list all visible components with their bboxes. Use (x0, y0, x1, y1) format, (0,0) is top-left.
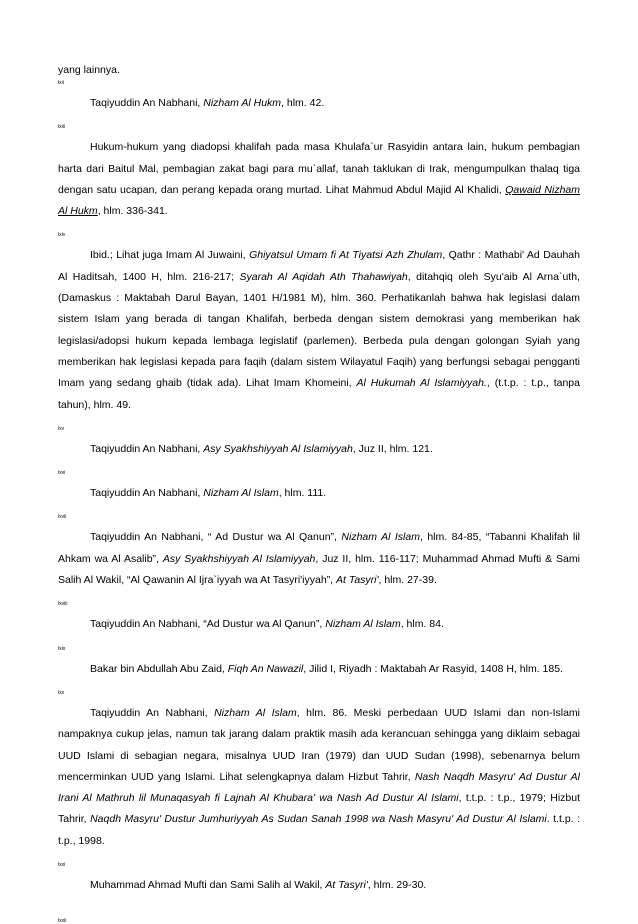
cited-title: Fiqh An Nawazil (227, 662, 304, 675)
footnote-run: , hlm. 27-39. (378, 574, 437, 587)
footnote-text (58, 93, 580, 114)
footnote-text (58, 875, 580, 896)
footnote-text (58, 527, 580, 591)
footnote (58, 426, 580, 470)
cited-title: Asy Syakhshiyyah Al Islamiyyah (162, 552, 316, 565)
footnote-marker: lxiii (58, 124, 65, 131)
footnote-run: , hlm. 336-341. (97, 205, 168, 218)
footnote-marker: lxix (58, 645, 66, 652)
cited-title: Nash Naqdh Masyru' Ad Dustur Al Irani Al Mathruh lil Munaqasyah fi Lajnah Al Khubara' wa Nash Ad Dustur Al Islami (58, 770, 580, 805)
footnote-run: , Juz II, hlm. 121. (352, 442, 433, 455)
footnote (58, 601, 580, 645)
footnote-run: Taqiyuddin An Nabhani, (90, 706, 215, 719)
cited-title: Ghiyatsul Umam fi At Tiyatsi Azh Zhulam (249, 249, 443, 262)
footnote-run: Taqiyuddin An Nabhani, “Ad Dustur wa Al Qanun”, (90, 618, 326, 631)
footnote-marker: lxii (58, 80, 64, 86)
footnote-run: , (t.t.p. : t.p., tanpa tahun), hlm. 49. (58, 377, 580, 411)
footnote-run: , ditahqiq oleh Syu'aib Al Arna`uth, (Damaskus : Maktabah Darul Bayan, 1401 H/1981 M), hlm. 360. Perhatikanlah bahwa hak legislasi dalam sistem Islam yang berada di tangan Khalifah, berbeda dengan sistem demokrasi yang memberikan hak legislasi/adopsi hukum kepada lembaga legislatif (parlemen). Berbeda pula dengan golongan Syiah yang memberikan hak legislasi kepada para faqih (dalam sistem Wilayatul Faqih) yang berfungsi sebagai pengganti Imam yang sedang ghaib (tidak ada). Lihat Imam Khomeini, (58, 270, 580, 390)
footnote-marker: lxv (58, 425, 65, 432)
footnote (58, 232, 580, 425)
cited-title: Syarah Al Aqidah Ath Thahawiyah (239, 270, 408, 283)
cited-title: At Tasyri' (336, 574, 379, 587)
cited-title: Nizham Al Hukm (203, 97, 282, 109)
footnote (58, 646, 580, 690)
cited-title: Al Hukumah Al Islamiyyah. (356, 377, 487, 390)
footnote (58, 514, 580, 601)
footnote-run: , Juz II, hlm. 116-117; Muhammad Ahmad Mufti & Sami Salih Al Wakil, “Al Qawanin Al Ijra`iyyah wa At Tasyri'iyyah”, (58, 552, 580, 587)
footnotes-list (58, 80, 580, 924)
footnote-marker: lxviii (58, 601, 68, 608)
footnote-run: Taqiyuddin An Nabhani, (90, 97, 204, 109)
footnote-run: Taqiyuddin An Nabhani, (90, 442, 204, 455)
footnote-text (58, 659, 580, 680)
footnote-marker: lxiv (58, 232, 66, 239)
footnote-run: , hlm. 86. Meski perbedaan UUD Islami dan non-Islami nampaknya cukup jelas, namun tak jarang dalam praktik masih ada kerancuan sehingga yang diklaim sebagai UUD Islami di sebagian negara, misalnya UUD Iran (1979) dan UUD Sudan (1998), sebenarnya belum mencerminkan UUD yang Islami. Lihat selengkapnya dalam Hizbut Tahrir, (58, 706, 580, 783)
cited-title: Asy Syakhshiyyah Al Islamiyyah (203, 442, 353, 455)
footnote-run: , Jilid I, Riyadh : Maktabah Ar Rasyid, 1408 H, hlm. 185. (303, 662, 563, 675)
cited-title: Nizham Al Islam (325, 618, 401, 631)
cited-title: Qawaid Nizham Al Hukm (58, 183, 580, 218)
footnote-marker: lxx (58, 689, 65, 696)
footnote-run: , hlm. 84-85, “Tabanni Khalifah lil Ahkam wa Al Asalib”, (58, 531, 580, 565)
footnote (58, 124, 580, 232)
footnote-run: , hlm. 42. (281, 97, 325, 109)
footnote-run: , hlm. 111. (278, 487, 327, 500)
footnote-run: , t.t.p. : t.p., 1979; Hizbut Tahrir, (58, 792, 580, 826)
footnote (58, 80, 580, 124)
footnote-run: Ibid.; Lihat juga Imam Al Juwaini, (90, 249, 250, 262)
footnote-run: , Qathr : Mathabi' Ad Dauhah Al Haditsah, 1400 H, hlm. 216-217; (58, 249, 580, 283)
footnote-run: Muhammad Ahmad Mufti dan Sami Salih al Wakil, (90, 879, 326, 892)
lead-text: yang lainnya. (58, 64, 120, 76)
footnote-run: Taqiyuddin An Nabhani, “ Ad Dustur wa Al Qanun”, (90, 531, 342, 544)
cited-title: Nizham Al Islam (341, 531, 420, 544)
cited-title: Nizham Al Islam (214, 706, 297, 719)
cited-title: At Tasyri' (325, 879, 368, 892)
footnote (58, 862, 580, 906)
footnote-marker: lxvii (58, 514, 67, 521)
footnote (58, 470, 580, 514)
cited-title: Nizham Al Islam (203, 487, 279, 500)
footnote-run: , hlm. 84. (400, 618, 444, 631)
footnote-run: Bakar bin Abdullah Abu Zaid, (90, 662, 228, 675)
footnote-text (58, 703, 580, 852)
footnote (58, 690, 580, 862)
footnote-run: , hlm. 29-30. (367, 879, 427, 892)
footnote-marker: lxvi (58, 470, 66, 477)
footnote-run: Hukum-hukum yang diadopsi khalifah pada masa Khulafa`ur Rasyidin antara lain, hukum pembagian harta dari Baitul Mal, pembagian zakat bagi para mu`allaf, tanah taklukan di Irak, mengumpulkan thalaq tiga dengan satu ucapan, dan perang kepada orang murtad. Lihat Mahmud Abdul Majid Al Khalidi, (58, 141, 580, 196)
footnote-marker: lxxi (58, 862, 66, 869)
footnote-run: Taqiyuddin An Nabhani, (90, 487, 204, 500)
footnote-text (58, 439, 580, 460)
footnote-text (58, 137, 580, 222)
footnote-text (58, 245, 580, 415)
cited-title: Naqdh Masyru' Dustur Jumhuriyyah As Sudan Sanah 1998 wa Nash Masyru' Ad Dustur Al Islami (90, 813, 547, 826)
footnote-text (58, 614, 580, 635)
footnote-marker: lxxii (58, 918, 67, 924)
footnote-text (58, 483, 580, 504)
footnote-run: . t.t.p. : t.p., 1998. (58, 813, 580, 847)
